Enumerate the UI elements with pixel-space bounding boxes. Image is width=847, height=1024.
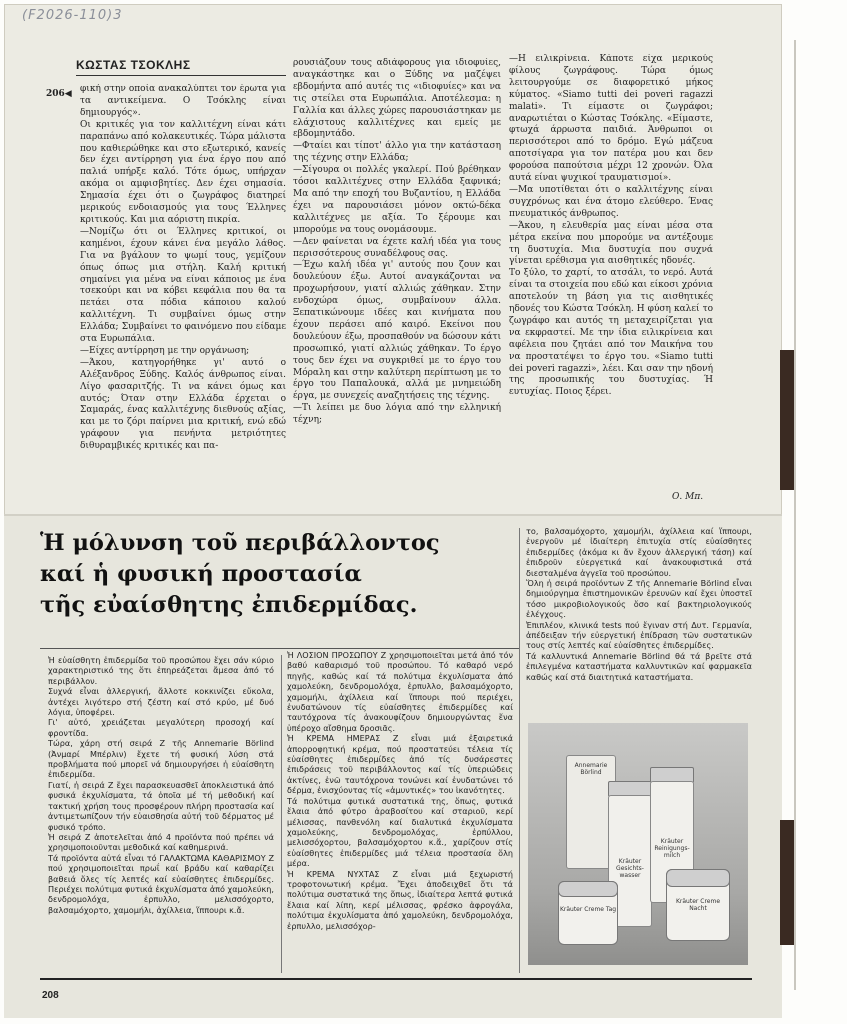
- jar-lid: [558, 881, 618, 897]
- product-jar-label: Kräuter Creme Tag: [559, 906, 617, 913]
- article-column-1: φική στην οποία ανακαλύπτει τον έρωτα για τα αντικείμενα. Ο Τσόκλης είναι δημιουργός». Οι κριτικές για τον καλλιτέχνη είναι κάτι παραπάνω από κολακευτικές. Τώρα μάλιστα που καθιερώθηκε και στο εξωτερικό, κανείς δεν έχει αντίρρηση για ένα έργο που από παλιά υπήρξε καλό. Τότε όμως, υπήρχαν ακόμα οι αμφισβητίες. Δεν έχει σημασία. Σημασία έχει ότι ο ζωγράφος διατηρεί μερικούς ενδοιασμούς για τους Έλληνες κριτικούς. Και μια αόριστη πικρία. —Νομίζω ότι οι Έλληνες κριτικοί, οι καημένοι, έχουν κάνει ένα μεγάλο λάθος. Για να βγάλουν το ψωμί τους, γεμίζουν όπως όπως μια στήλη. Καλή κριτική σημαίνει για μένα να είναι κάποιος με ένα τσεκούρι και να κόβει κεφάλια που θα τα πετάει στα πόδια κάποιου καλού καλλιτέχνη. Τι συμβαίνει όμως στην Ελλάδα; Συμβαίνει το φαινόμενο που είδαμε στα Ευρωπάλια. —Είχες αντίρρηση με την οργάνωση; —Άκου, κατηγορήθηκε γι' αυτό ο Αλέξανδρος Ξύδης. Καλός άνθρωπος είναι. Λίγο φασαριτζής. Τι να κάνει όμως και αυτός; Όταν στην Ελλάδα έρχεται ο Σαμαράς, ένας καλλιτέχνης διεθνούς αξίας, και με το ζόρι παίρνει μια κριτική, ενώ εδώ γράφουν για πενήντα μετριότητες διθυραμβικές κριτικές και πα-: [80, 84, 286, 452]
- article-column-3: —Η ειλικρίνεια. Κάποτε είχα μερικούς φίλους ζωγράφους. Τώρα όμως λειτουργούμε σε διαφορετικό μήκος κύματος. «Siamo tutti dei poveri ragazzi malati». Τι είμαστε οι ζωγράφοι; αναρωτιέται ο Κώστας Τσόκλης. «Είμαστε, φτωχά άρρωστα παιδιά. Άνθρωποι οι περισσότεροι από το δρόμο. Εγώ μάζευα αποτσίγαρα για τον πατέρα μου και δεν φορούσα παπούτσια μέχρι 12 χρονών. Όλα αυτά είναι ψυχικοί τραυματισμοί». —Μα υποτίθεται ότι ο καλλιτέχνης είναι συγχρόνως και ένα άτομο ελεύθερο. Ένας πνευματικός άνθρωπος. —Άκου, η ελευθερία μας είναι μέσα στα μέτρα εκείνα που μπορούμε να αντέξουμε τη δυστυχία. Μια δυστυχία που συχνά γίνεται ερέθισμα για αισθητικές ηδονές. Το ξύλο, το χαρτί, το ατσάλι, το νερό. Αυτά είναι τα στοιχεία που εδώ και είκοσι χρόνια αποτελούν τη βάση για τις αισθητικές ηδονές του Κώστα Τσόκλη. Η φύση καλεί το ζωγράφο και αυτός τη μεταχειρίζεται για να εκφραστεί. Με την ίδια ειλικρίνεια και αφέλεια που ζητάει από τον Μαικήνα του να προστατέψει το έργο του. «Siamo tutti dei poveri ragazzi», λέει. Και σαν την ηδονή της προσωπικής του δυστυχίας. Ή ευτυχίας. Ποιος ξέρει.: [509, 54, 713, 398]
- product-jar-label: Kräuter Creme Nacht: [675, 898, 721, 912]
- page-number: 208: [42, 990, 59, 1001]
- product-jar: [558, 881, 618, 945]
- bottom-rule: [40, 978, 752, 980]
- jar-lid: [666, 869, 730, 887]
- pencil-note: (F2026-110)3: [22, 8, 123, 23]
- product-bottle-label: Kräuter Gesichts-wasser: [616, 858, 644, 879]
- article-author: ΚΩΣΤΑΣ ΤΣΟΚΛΗΣ: [76, 58, 191, 72]
- author-rule: [76, 75, 286, 76]
- column-divider: [281, 655, 282, 973]
- product-jar: [666, 869, 730, 941]
- article-column-2: ρουσιάζουν τους αδιάφορους για ιδιοφυίες, αναγκάστηκε και ο Ξύδης να μαζέψει εβδομήντα από αυτές τις «ιδιοφυίες» και να τις στείλει στα Ευρωπάλια. Αποτέλεσμα: η Γαλλία και άλλες χώρες παρουσιάστηκαν με ελάχιστους καλλιτέχνες και εμείς με εβδομηντάδο. —Φταίει και τίποτ' άλλο για την κατάσταση της τέχνης στην Ελλάδα; —Σίγουρα οι πολλές γκαλερί. Πού βρέθηκαν τόσοι καλλιτέχνες στην Ελλάδα ξαφνικά; Μα από την εποχή του Βυζαντίου, η Ελλάδα έχει να παρουσιάσει μόνον οκτώ-δέκα καλλιτέχνες με αξία. Το ξέρουμε και μπορούμε να τους ονομάσουμε. —Δεν φαίνεται να έχετε καλή ιδέα για τους περισσότερους συναδέλφους σας. —Έχω καλή ιδέα γι' αυτούς που ζουν και δουλεύουν έξω. Αυτοί αναγκάζονται να προχωρήσουν, γιατί αλλιώς χάθηκαν. Στην ενδοχώρα όμως, συμβαίνουν άλλα. Ξεπατικώνουμε ιδέες και κινήματα που έχουν περάσει από καιρό. Εκείνοι που δουλεύουν έξω, προσπαθούν να δώσουν κάτι προσωπικό, γιατί αλλιώς χάθηκαν. Το έργο τους δεν έχει να συγκριθεί με το έργο του Μόραλη και στην καλύτερη περίπτωση με το έργο του Παπαλουκά, αλλά με μνημειώδη έργα, με συνεχείς αναζητήσεις της τέχνης. —Τι λείπει με δυο λόγια από την ελληνική τέχνη;: [293, 58, 501, 426]
- page-reference: 206◀: [46, 89, 72, 99]
- ad-column-3: το, βαλσαμόχορτο, χαμομήλι, ἀχίλλεια καί ἵππουρι, ἐνεργοῦν μέ ἰδιαίτερη ἐπιτυχία στίς εὐαίσθητες ἐπιδερμίδες (ἀκόμα κι ἄν ἔχουν ἀλλεργική τάση) καί ἐπιδροῦν εὐεργετικά καί ἀνακουφιστικά στά διεσταλμένα ἀγγεῖα τοῦ προσώπου. Ὅλη ἡ σειρά προϊόντων Z τῆς Annemarie Börlind εἶναι δημιούργημα ἐπιστημονικῶν ἐρευνῶν καί ἔχει ὑποστεῖ τόσο μικροβιολογικούς ὅσο καί βακτηριολογικούς ἐλέγχους. Ἐπιπλέον, κλινικά tests πού ἔγιναν στή Δυτ. Γερμανία, ἀπέδειξαν τήν εὐεργετική ἐπίδραση τῶν συστατικῶν τους στίς λεπτές καί εὐαίσθητες ἐπιδερμίδες. Τά καλλυντικά Annemarie Börlind θά τά βρεῖτε στά ἐπιλεγμένα καταστήματα καλλυντικῶν καί φαρμακεῖα καθώς καί στά διαιτητικά καταστήματα.: [526, 526, 752, 682]
- product-bottle-label: Kräuter Reinigungs-milch: [654, 838, 690, 859]
- column-divider: [519, 528, 520, 973]
- fold-line: [4, 514, 782, 516]
- ad-headline: Ἡ μόλυνση τοῦ περιβάλλοντος καί ἡ φυσική προστασία τῆς εὐαίσθητης ἐπιδερμίδας.: [40, 530, 440, 618]
- headline-rule: [40, 648, 520, 649]
- ad-column-2: Ἡ ΛΟΣΙΟΝ ΠΡΟΣΩΠΟΥ Z χρησιμοποιεῖται μετά ἀπό τόν βαθύ καθαρισμό τοῦ προσώπου. Τό καθαρό νερό πηγῆς, καθώς καί τά πολύτιμα ἐκχυλίσματα ἀπό χαμολεύκη, δενδρομολόχα, ἐρπυλλο, βαλσαμόχορτο, χαμομήλι, ἀχίλλεια καί ἵππουρι πού περιέχει, ἐνυδατώνουν τίς εὐαίσθητες ἐπιδερμίδες καί ταυτόχρονα τίς ἀνακουφίζουν δημιουργώντας ἕνα ὑπέροχο αἴσθημα δροσιᾶς. Ἡ ΚΡΕΜΑ ΗΜΕΡΑΣ Z εἶναι μιά ἐξαιρετικά ἀπορροφητική κρέμα, πού προστατεύει τέλεια τίς εὐαίσθητες ἐπιδερμίδες ἀπό τίς δυσάρεστες ἐπιδράσεις τοῦ περιβάλλοντος καί τίς ὑπεριώδεις ἀκτίνες, ἐνῶ ταυτόχρονα τονώνει καί ἐνυδατώνει τό δέρμα, ἐνισχύοντας τίς «ἀμυντικές» του ἱκανότητες. Τά πολύτιμα φυτικά συστατικά της, ὅπως, φυτικά ἔλαια ἀπό φύτρο ἀραβοσίτου καί σταριοῦ, κερί μέλισσας, πανθενόλη καί διαλυτικά ἐκχυλίσματα χαμολεύκης, δενδρομολόχας, ἐρπύλλου, μελισσόχορτου, βαλσαμόχορτου κ.ἄ., χαρίζουν στίς εὐαίσθητες ἐπιδερμίδες μιά τέλεια προστασία ὅλη μέρα. Ἡ ΚΡΕΜΑ ΝΥΧΤΑΣ Z εἶναι μιά ξεχωριστή τροφοτονωτική κρέμα. Ἔχει ἀποδειχθεῖ ὅτι τά πολύτιμα συστατικά της ὅπως, ἰδιαίτερα λεπτά φυτικά ἔλαια καί λίπη, κερί μέλισσας, φρέσκο ἀφρογάλα, πολύτιμα ἐκχυλίσματα ἀπό χαμολεύκη, δενδρομολόχα, ἐρπυλλο, μελισσόχορ-: [287, 650, 513, 931]
- product-photo: [528, 723, 748, 965]
- background-edge-strip: [794, 40, 796, 990]
- article-signature: Ο. Μπ.: [672, 492, 704, 502]
- ad-column-1: Ἡ εὐαίσθητη ἐπιδερμίδα τοῦ προσώπου ἔχει σάν κύριο χαρακτηριστικό της ὅτι ἐπηρεάζεται ἄμεσα ἀπό τό περιβάλλον. Συχνά εἶναι ἀλλεργική, ἄλλοτε κοκκινίζει εὔκολα, ἀντέχει λιγότερο στή ζέστη καί στό κρύο, μέ δυό λόγια, ὑποφέρει. Γι' αὐτό, χρειάζεται μεγαλύτερη προσοχή καί φροντίδα. Τώρα, χάρη στή σειρά Z τῆς Annemarie Börlind (Ἀνμαρί Μπέρλιν) ἔχετε τή φυσική λύση στά προβλήματα πού μπορεῖ νά δημιουργήσει ἡ εὐαίσθητη ἐπιδερμίδα. Γιατί, ἡ σειρά Z ἔχει παρασκευασθεῖ ἀποκλειστικά ἀπό φυσικά ἐκχυλίσματα, τά ὁποῖα μέ τή μεθοδική καί τακτική χρήση τους προσφέρουν πλήρη προστασία καί ἀντιμετωπίζουν τήν εὐαισθησία αὐτή τοῦ δέρματος μέ φυσικό τρόπο. Ἡ σειρά Z ἀποτελεῖται ἀπό 4 προϊόντα πού πρέπει νά χρησιμοποιοῦνται μεθοδικά καί καθημερινά. Τά προϊόντα αὐτά εἶναι τό ΓΑΛΑΚΤΩΜΑ ΚΑΘΑΡΙΣΜΟΥ Z πού χρησιμοποιεῖται πρωΐ καί βράδυ καί καθαρίζει βαθειά ὅλες τίς λεπτές καί εὐαίσθητες ἐπιδερμίδες. Περιέχει πολύτιμα φυτικά ἐκχυλίσματα ἀπό χαμολεύκη, δενδρομολόχα, ἐρπυλλο, μελισσόχορτο, βαλσαμόχορτο, χαμομήλι, ἀχίλλεια, ἵππουρι κ.ἄ.: [48, 655, 274, 915]
- background-edge-dark: [780, 350, 794, 490]
- background-edge-dark: [780, 820, 794, 945]
- product-box-label: Annemarie Börlind: [574, 762, 608, 776]
